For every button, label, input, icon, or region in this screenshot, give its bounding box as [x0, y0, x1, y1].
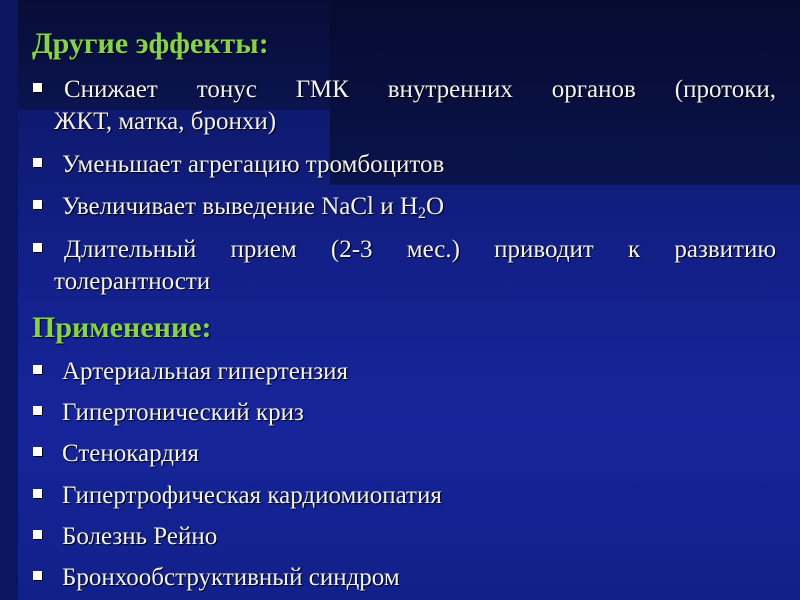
bullet-icon	[33, 406, 42, 415]
list-item-text: Стенокардия	[62, 440, 199, 467]
bullet-icon	[33, 489, 42, 498]
list-item-text	[54, 234, 776, 298]
list-item-text: Артериальная гипертензия	[62, 358, 348, 385]
list-item-text: Болезнь Рейно	[62, 523, 218, 550]
list-item-text: Бронхообструктивный синдром	[62, 564, 400, 591]
list-item-line: Длительный прием (2-3 мес.) приводит к развитию	[64, 236, 776, 263]
list-item-line: толерантности	[54, 268, 211, 295]
list-item-text: Гипертрофическая кардиомиопатия	[62, 482, 442, 509]
list-item-text: Гипертонический криз	[62, 399, 304, 426]
subscript: 2	[417, 205, 426, 222]
bullet-icon	[33, 365, 42, 374]
section-heading-other-effects: Другие эффекты:	[32, 27, 269, 60]
list-item-text-part: Увеличивает выведение NaCl и H	[62, 193, 418, 220]
list-item-line: ЖКТ, матка, бронхи)	[54, 108, 277, 135]
list-item-text-part: O	[425, 193, 444, 220]
bullet-icon	[33, 200, 42, 209]
bullet-icon	[33, 571, 42, 580]
section-heading-application: Применение:	[32, 311, 212, 344]
list-item-text	[54, 74, 776, 138]
list-item-line: Снижает тонус ГМК внутренних органов (протоки,	[64, 76, 776, 103]
bullet-icon	[33, 243, 42, 252]
bullet-icon	[33, 530, 42, 539]
list-item-text	[62, 191, 444, 223]
bullet-icon	[33, 158, 42, 167]
bullet-icon	[33, 83, 42, 92]
list-item-text: Уменьшает агрегацию тромбоцитов	[62, 151, 445, 178]
bullet-icon	[33, 447, 42, 456]
